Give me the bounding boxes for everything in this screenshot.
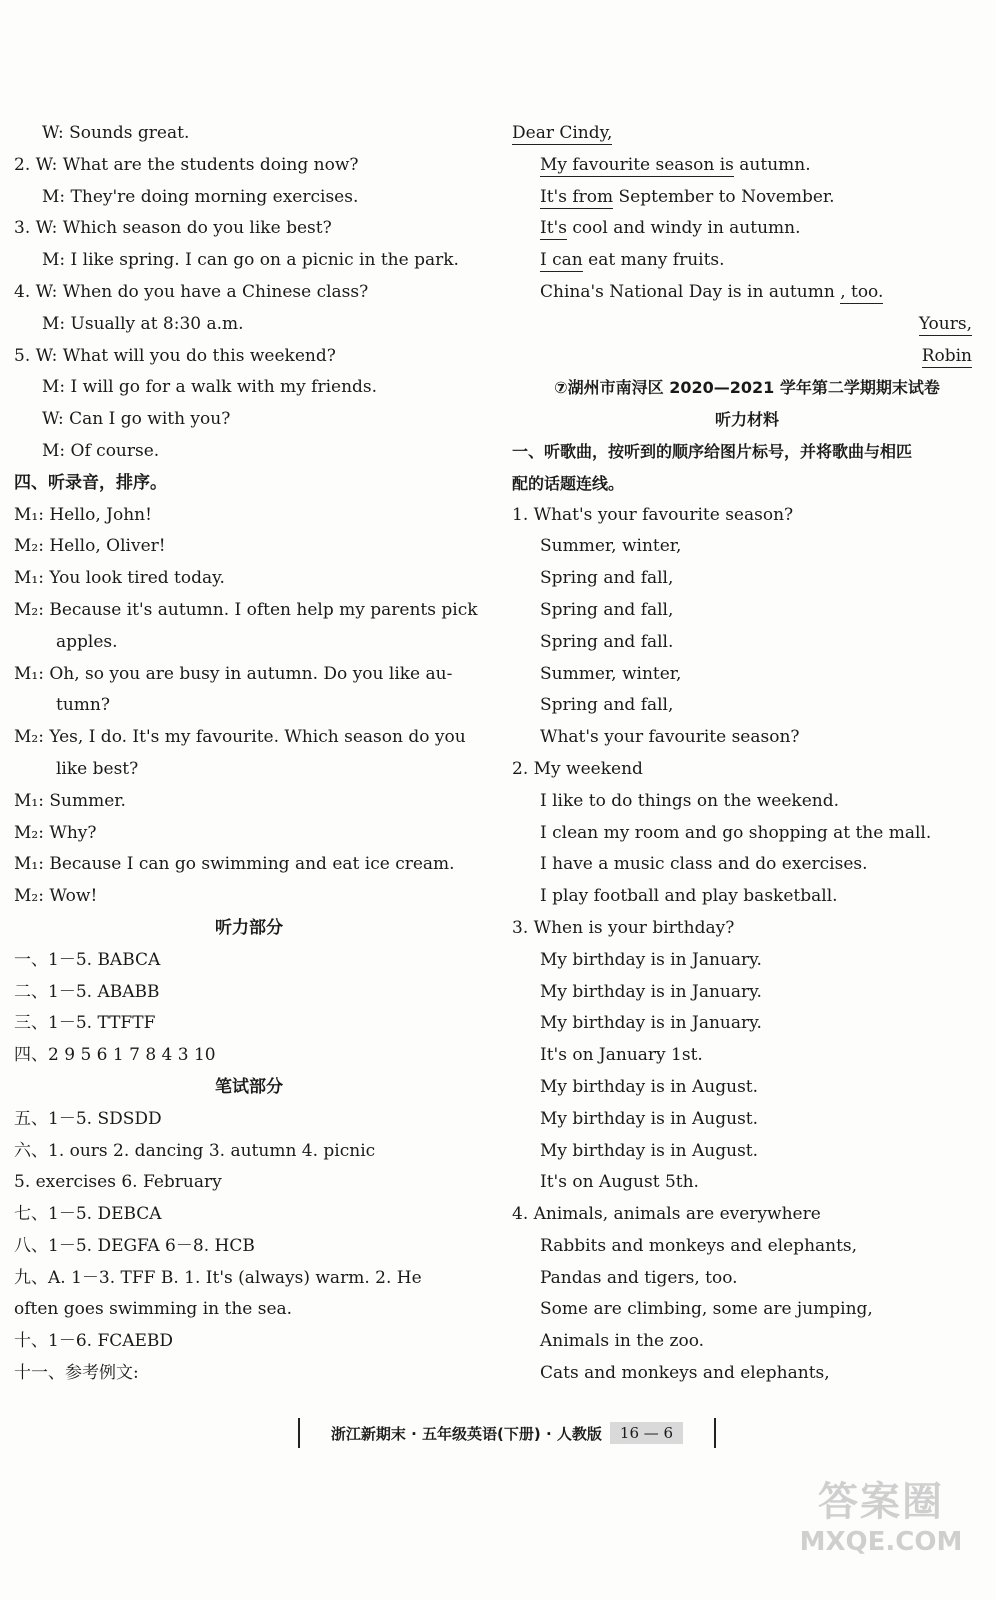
text-line: M: I like spring. I can go on a picnic in the park.	[42, 250, 459, 271]
text-line: W: Sounds great.	[42, 123, 190, 143]
text-line: 一、1－5. BABCA	[14, 949, 161, 970]
text-line: tumn?	[56, 695, 110, 716]
section-subtitle: 听力材料	[714, 410, 779, 430]
text-line: M₂: Yes, I do. It's my favourite. Which season do you	[14, 727, 466, 748]
underlined-phrase: It's	[540, 218, 567, 239]
letter-line-rest: autumn.	[733, 154, 811, 175]
letter-closing: Yours,	[918, 313, 972, 334]
text-line: 四、2 9 5 6 1 7 8 4 3 10	[14, 1045, 216, 1066]
text-line: It's on August 5th.	[540, 1172, 699, 1193]
instruction-line: 配的话题连线。	[512, 473, 625, 493]
text-line: 七、1－5. DEBCA	[14, 1204, 162, 1225]
text-line: What's your favourite season?	[540, 727, 800, 748]
letter-line-rest: September to November.	[613, 186, 835, 207]
page-number: 16 — 6	[610, 1422, 683, 1444]
letter-line	[512, 150, 982, 182]
watermark-text: 答案圈	[818, 1479, 944, 1525]
text-line: M₂: Because it's autumn. I often help my parents pick	[14, 599, 478, 620]
text-line: My birthday is in August.	[540, 1108, 759, 1129]
text-line: 4. Animals, animals are everywhere	[512, 1204, 821, 1225]
text-line: Spring and fall,	[540, 568, 674, 589]
watermark-logo	[796, 1470, 966, 1580]
text-line: 五、1－5. SDSDD	[14, 1108, 162, 1129]
text-line: Cats and monkeys and elephants,	[540, 1363, 830, 1384]
text-line: 3. W: Which season do you like best?	[14, 218, 332, 239]
left-column	[14, 118, 484, 1390]
text-line: W: Can I go with you?	[42, 409, 231, 430]
page-footer	[298, 1418, 716, 1448]
text-line: It's on January 1st.	[540, 1045, 703, 1066]
text-line: often goes swimming in the sea.	[14, 1299, 293, 1320]
letter-line-rest: eat many fruits.	[582, 250, 725, 271]
text-line: Summer, winter,	[540, 536, 682, 557]
text-line: Some are climbing, some are jumping,	[540, 1299, 873, 1320]
text-line: M₁: Summer.	[14, 790, 126, 811]
text-line: M₁: You look tired today.	[14, 568, 225, 589]
text-line: apples.	[56, 631, 118, 652]
underlined-phrase: My favourite season is	[540, 154, 734, 175]
text-line: 九、A. 1－3. TFF B. 1. It's (always) warm. 2. He	[14, 1267, 422, 1288]
text-line: Pandas and tigers, too.	[540, 1267, 738, 1288]
text-line: 听力部分	[215, 917, 283, 938]
text-line: M₁: Because I can go swimming and eat ice cream.	[14, 854, 455, 875]
letter-line-rest: cool and windy in autumn.	[566, 218, 801, 239]
text-line: Summer, winter,	[540, 663, 682, 684]
text-line: I have a music class and do exercises.	[540, 854, 868, 875]
letter-signature: Robin	[921, 345, 972, 366]
text-line: 十、1－6. FCAEBD	[14, 1331, 174, 1352]
text-line: 5. W: What will you do this weekend?	[14, 345, 336, 366]
text-line: My birthday is in January.	[540, 949, 762, 970]
text-line: 四、听录音，排序。	[14, 472, 167, 493]
text-line: 2. W: What are the students doing now?	[14, 154, 359, 175]
text-line: My birthday is in January.	[540, 981, 762, 1002]
text-line: 二、1－5. ABABB	[14, 981, 160, 1002]
text-line: 5. exercises 6. February	[14, 1172, 222, 1193]
text-line: Spring and fall,	[540, 599, 674, 620]
text-line: My birthday is in August.	[540, 1076, 759, 1097]
underlined-phrase: It's from	[540, 186, 614, 207]
text-line: Animals in the zoo.	[540, 1331, 705, 1352]
text-line: 4. W: When do you have a Chinese class?	[14, 281, 369, 302]
text-line: like best?	[56, 758, 139, 779]
text-line: M: Of course.	[42, 440, 160, 461]
right-column	[512, 118, 982, 1390]
text-line: 十一、参考例文:	[14, 1363, 139, 1384]
text-line: M₂: Why?	[14, 822, 97, 843]
text-line: My birthday is in January.	[540, 1013, 762, 1034]
text-line: M: Usually at 8:30 a.m.	[42, 313, 244, 334]
text-line: Spring and fall.	[540, 631, 674, 652]
exam-title: ⑦湖州市南浔区 2020—2021 学年第二学期期末试卷	[554, 378, 940, 398]
text-line: I like to do things on the weekend.	[540, 790, 840, 811]
text-line: 3. When is your birthday?	[512, 917, 735, 938]
text-line: Rabbits and monkeys and elephants,	[540, 1235, 858, 1256]
text-line: 笔试部分	[215, 1076, 283, 1097]
footer-title: 浙江新期末 · 五年级英语(下册) · 人教版	[330, 1424, 602, 1443]
text-line: 六、1. ours 2. dancing 3. autumn 4. picnic	[14, 1140, 376, 1161]
text-line: 1. What's your favourite season?	[512, 504, 794, 525]
letter-greeting: Dear Cindy,	[512, 123, 613, 143]
instruction-line: 一、听歌曲，按听到的顺序给图片标号，并将歌曲与相匹	[512, 441, 913, 461]
text-line: M: I will go for a walk with my friends.	[42, 377, 378, 398]
watermark-url: MXQE.COM	[799, 1527, 963, 1557]
text-line: 八、1－5. DEGFA 6－8. HCB	[14, 1235, 255, 1256]
text-line: M₂: Hello, Oliver!	[14, 536, 166, 557]
letter-line	[512, 182, 982, 214]
letter-line: China's National Day is in autumn , too.	[540, 281, 884, 302]
text-line: M₁: Hello, John!	[14, 504, 152, 525]
text-line: I clean my room and go shopping at the mall.	[540, 822, 932, 843]
letter-line	[512, 213, 982, 245]
text-line: M: They're doing morning exercises.	[42, 186, 359, 207]
underlined-phrase: I can	[540, 250, 583, 271]
text-line: 2. My weekend	[512, 758, 643, 779]
text-line: 三、1－5. TTFTF	[14, 1013, 156, 1034]
text-line: My birthday is in August.	[540, 1140, 759, 1161]
text-line: M₂: Wow!	[14, 886, 98, 907]
text-line: Spring and fall,	[540, 695, 674, 716]
text-line: I play football and play basketball.	[540, 886, 838, 907]
letter-line	[512, 245, 982, 277]
text-line: M₁: Oh, so you are busy in autumn. Do you like au-	[14, 663, 453, 684]
